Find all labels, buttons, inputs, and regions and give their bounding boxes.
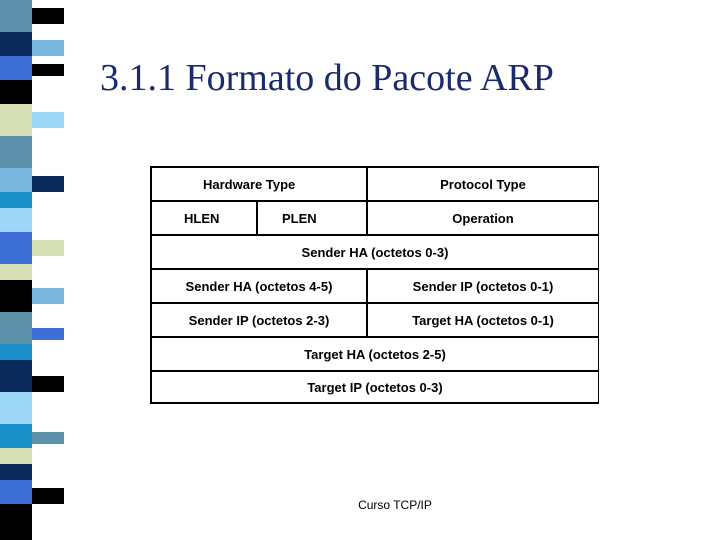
stripe-square — [32, 240, 64, 256]
field-protocol-type: Protocol Type — [368, 168, 598, 200]
stripe-square — [32, 64, 64, 76]
stripe-block — [0, 448, 32, 464]
field-hardware-type: Hardware Type — [152, 168, 366, 200]
stripe-block — [0, 192, 32, 208]
stripe-block — [0, 464, 32, 480]
stripe-block — [0, 80, 32, 104]
stripe-square — [32, 288, 64, 304]
stripe-square — [32, 432, 64, 444]
field-sender-ip-2-3: Sender IP (octetos 2-3) — [152, 304, 366, 336]
arp-packet-format-diagram — [150, 166, 599, 404]
stripe-block — [0, 232, 32, 264]
stripe-square — [32, 376, 64, 392]
footer-text: Curso TCP/IP — [358, 498, 432, 512]
stripe-square — [32, 40, 64, 56]
slide-title: 3.1.1 Formato do Pacote ARP — [100, 57, 554, 99]
stripe-block — [0, 312, 32, 344]
decorative-stripe — [0, 0, 92, 540]
field-target-ip-0-3: Target IP (octetos 0-3) — [152, 372, 598, 402]
stripe-square — [32, 112, 64, 128]
field-plen: PLEN — [258, 202, 366, 234]
field-target-ha-0-1: Target HA (octetos 0-1) — [368, 304, 598, 336]
stripe-block — [0, 392, 32, 424]
field-sender-ha-4-5: Sender HA (octetos 4-5) — [152, 270, 366, 302]
stripe-block — [0, 424, 32, 448]
stripe-square — [32, 176, 64, 192]
stripe-block — [0, 168, 32, 192]
stripe-block — [0, 208, 32, 232]
stripe-block — [0, 360, 32, 392]
stripe-block — [0, 32, 32, 56]
field-sender-ha-0-3: Sender HA (octetos 0-3) — [152, 236, 598, 268]
stripe-block — [0, 280, 32, 312]
field-hlen: HLEN — [152, 202, 256, 234]
stripe-block — [0, 0, 32, 32]
field-operation: Operation — [368, 202, 598, 234]
stripe-square — [32, 8, 64, 24]
stripe-block — [0, 56, 32, 80]
stripe-block — [0, 104, 32, 136]
stripe-square — [32, 328, 64, 340]
field-sender-ip-0-1: Sender IP (octetos 0-1) — [368, 270, 598, 302]
field-target-ha-2-5: Target HA (octetos 2-5) — [152, 338, 598, 370]
stripe-block — [0, 344, 32, 360]
stripe-block — [0, 136, 32, 168]
stripe-block — [0, 264, 32, 280]
